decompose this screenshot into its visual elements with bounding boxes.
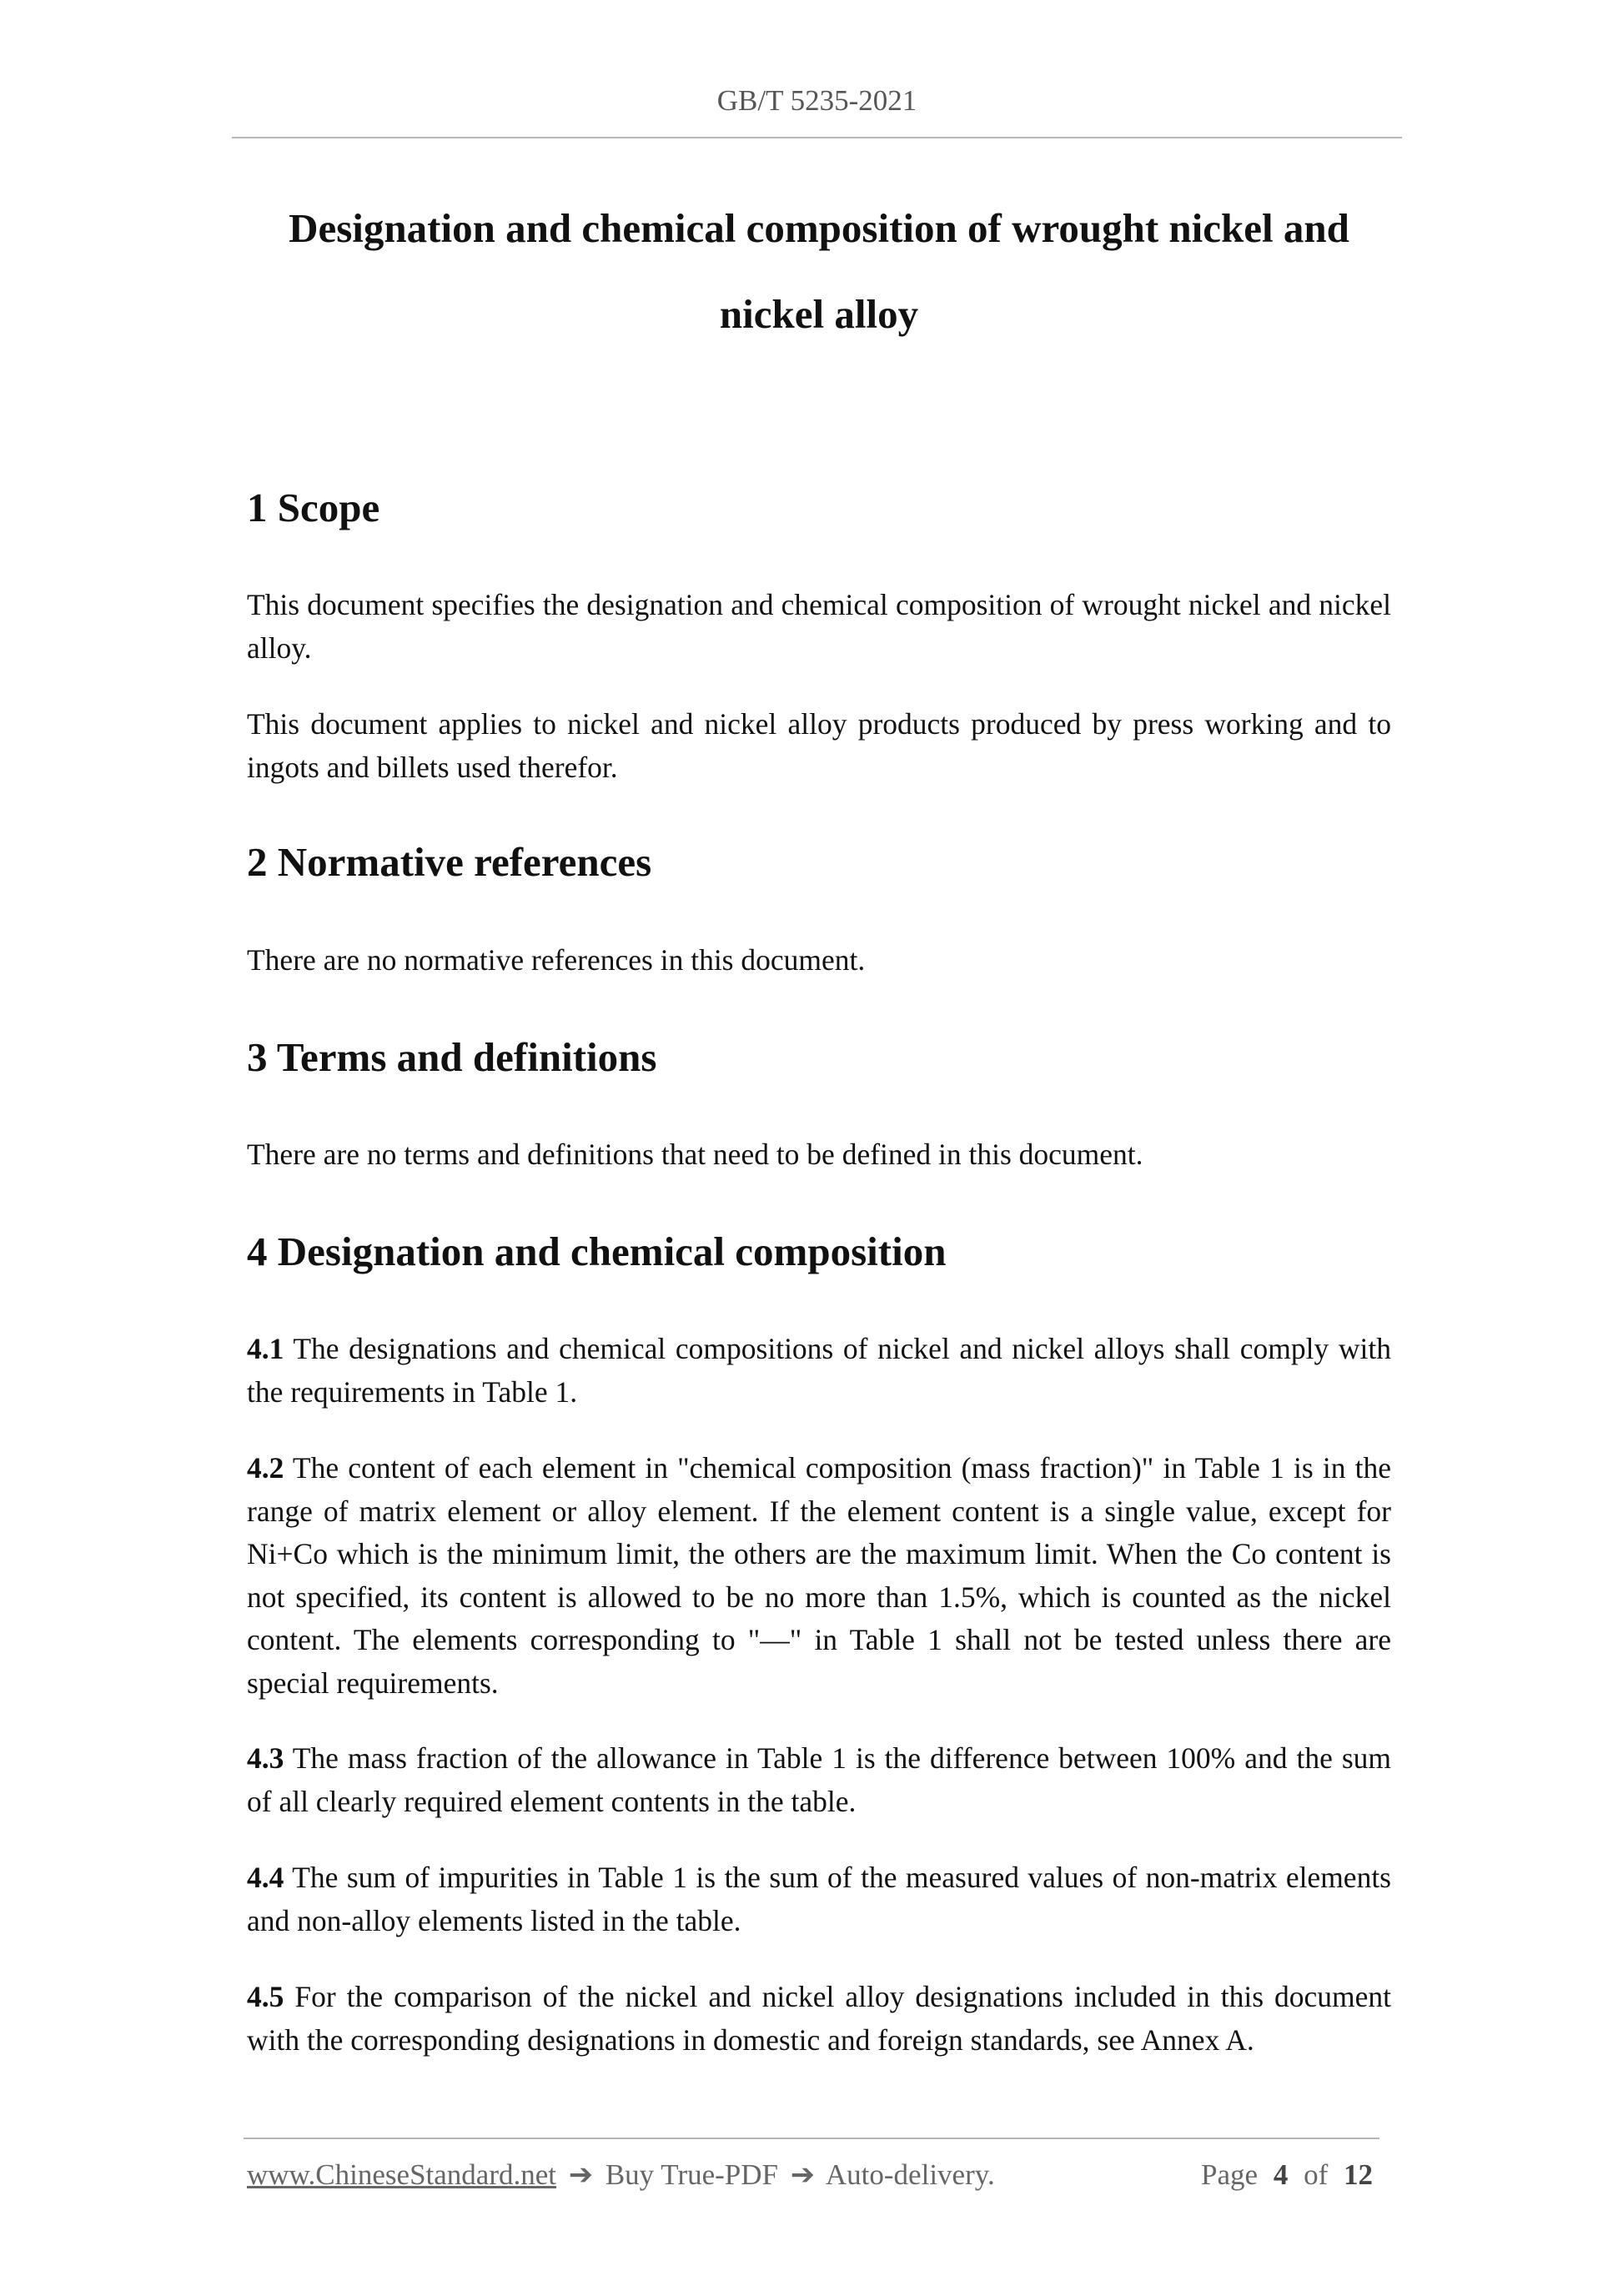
footer-promo — [247, 2154, 995, 2196]
clause-4-5 — [247, 1976, 1391, 2062]
document-title — [247, 185, 1391, 357]
clause-4-1-number: 4.1 — [247, 1332, 284, 1365]
website-link[interactable]: www.ChineseStandard.net — [247, 2158, 556, 2191]
header-divider — [232, 137, 1402, 138]
clause-4-2 — [247, 1447, 1391, 1705]
total-pages-number: 12 — [1344, 2158, 1373, 2191]
section-4-heading: 4 Designation and chemical composition — [247, 1228, 947, 1274]
page-label: Page — [1201, 2158, 1259, 2191]
document-title-line-2: nickel alloy — [719, 291, 919, 337]
clause-4-5-number: 4.5 — [247, 1980, 284, 2013]
clause-4-3-number: 4.3 — [247, 1741, 284, 1775]
right-arrow-icon: ➔ — [790, 2158, 816, 2191]
document-title-line-1: Designation and chemical composition of wrought nickel and — [289, 205, 1349, 251]
clause-4-5-text: For the comparison of the nickel and nickel alloy designations included in this document with the corresponding designations in domestic and foreign standards, see Annex A. — [247, 1980, 1392, 2057]
section-2-paragraph-1: There are no normative references in this document. — [247, 943, 866, 977]
clause-4-2-text: The content of each element in "chemical composition (mass fraction)" in Table 1 is in the range of matrix element or alloy element. If the element content is a single value, except for Ni+Co which is the minimum limit, the others are the maximum limit. When the Co content is not specified, its content is allowed to be no more than 1.5%, which is counted as the nickel content. The elements corresponding to "—" in Table 1 shall not be tested unless there are special requirements. — [247, 1451, 1392, 1700]
footer-divider — [244, 2138, 1379, 2139]
clause-4-3 — [247, 1737, 1391, 1823]
section-3-heading: 3 Terms and definitions — [247, 1034, 657, 1080]
auto-delivery-text: Auto-delivery. — [825, 2158, 995, 2191]
clause-4-4-text: The sum of impurities in Table 1 is the sum of the measured values of non-matrix elements and non-alloy elements listed in the table. — [247, 1861, 1391, 1937]
section-1-paragraph-1: This document specifies the designation and chemical composition of wrought nickel and nickel alloy. — [247, 588, 1391, 665]
section-1-paragraph-2: This document applies to nickel and nickel alloy products produced by press working and to ingots and billets used therefor. — [247, 707, 1391, 784]
right-arrow-icon: ➔ — [568, 2158, 594, 2191]
page-indicator — [1201, 2154, 1373, 2196]
section-1-heading: 1 Scope — [247, 485, 380, 530]
clause-4-1 — [247, 1328, 1391, 1414]
current-page-number: 4 — [1273, 2158, 1289, 2191]
clause-4-1-text: The designations and chemical compositions of nickel and nickel alloys shall comply with the requirements in Table 1. — [247, 1332, 1391, 1409]
clause-4-3-text: The mass fraction of the allowance in Table 1 is the difference between 100% and the sum of all clearly required element contents in the table. — [247, 1741, 1391, 1818]
page-of-label: of — [1304, 2158, 1329, 2191]
clause-4-4 — [247, 1856, 1391, 1942]
running-header: GB/T 5235-2021 — [716, 84, 917, 117]
clause-4-2-number: 4.2 — [247, 1451, 284, 1485]
buy-pdf-text: Buy True-PDF — [605, 2158, 778, 2191]
section-3-paragraph-1: There are no terms and definitions that need to be defined in this document. — [247, 1138, 1143, 1171]
clause-4-4-number: 4.4 — [247, 1861, 284, 1894]
section-2-heading: 2 Normative references — [247, 839, 652, 885]
